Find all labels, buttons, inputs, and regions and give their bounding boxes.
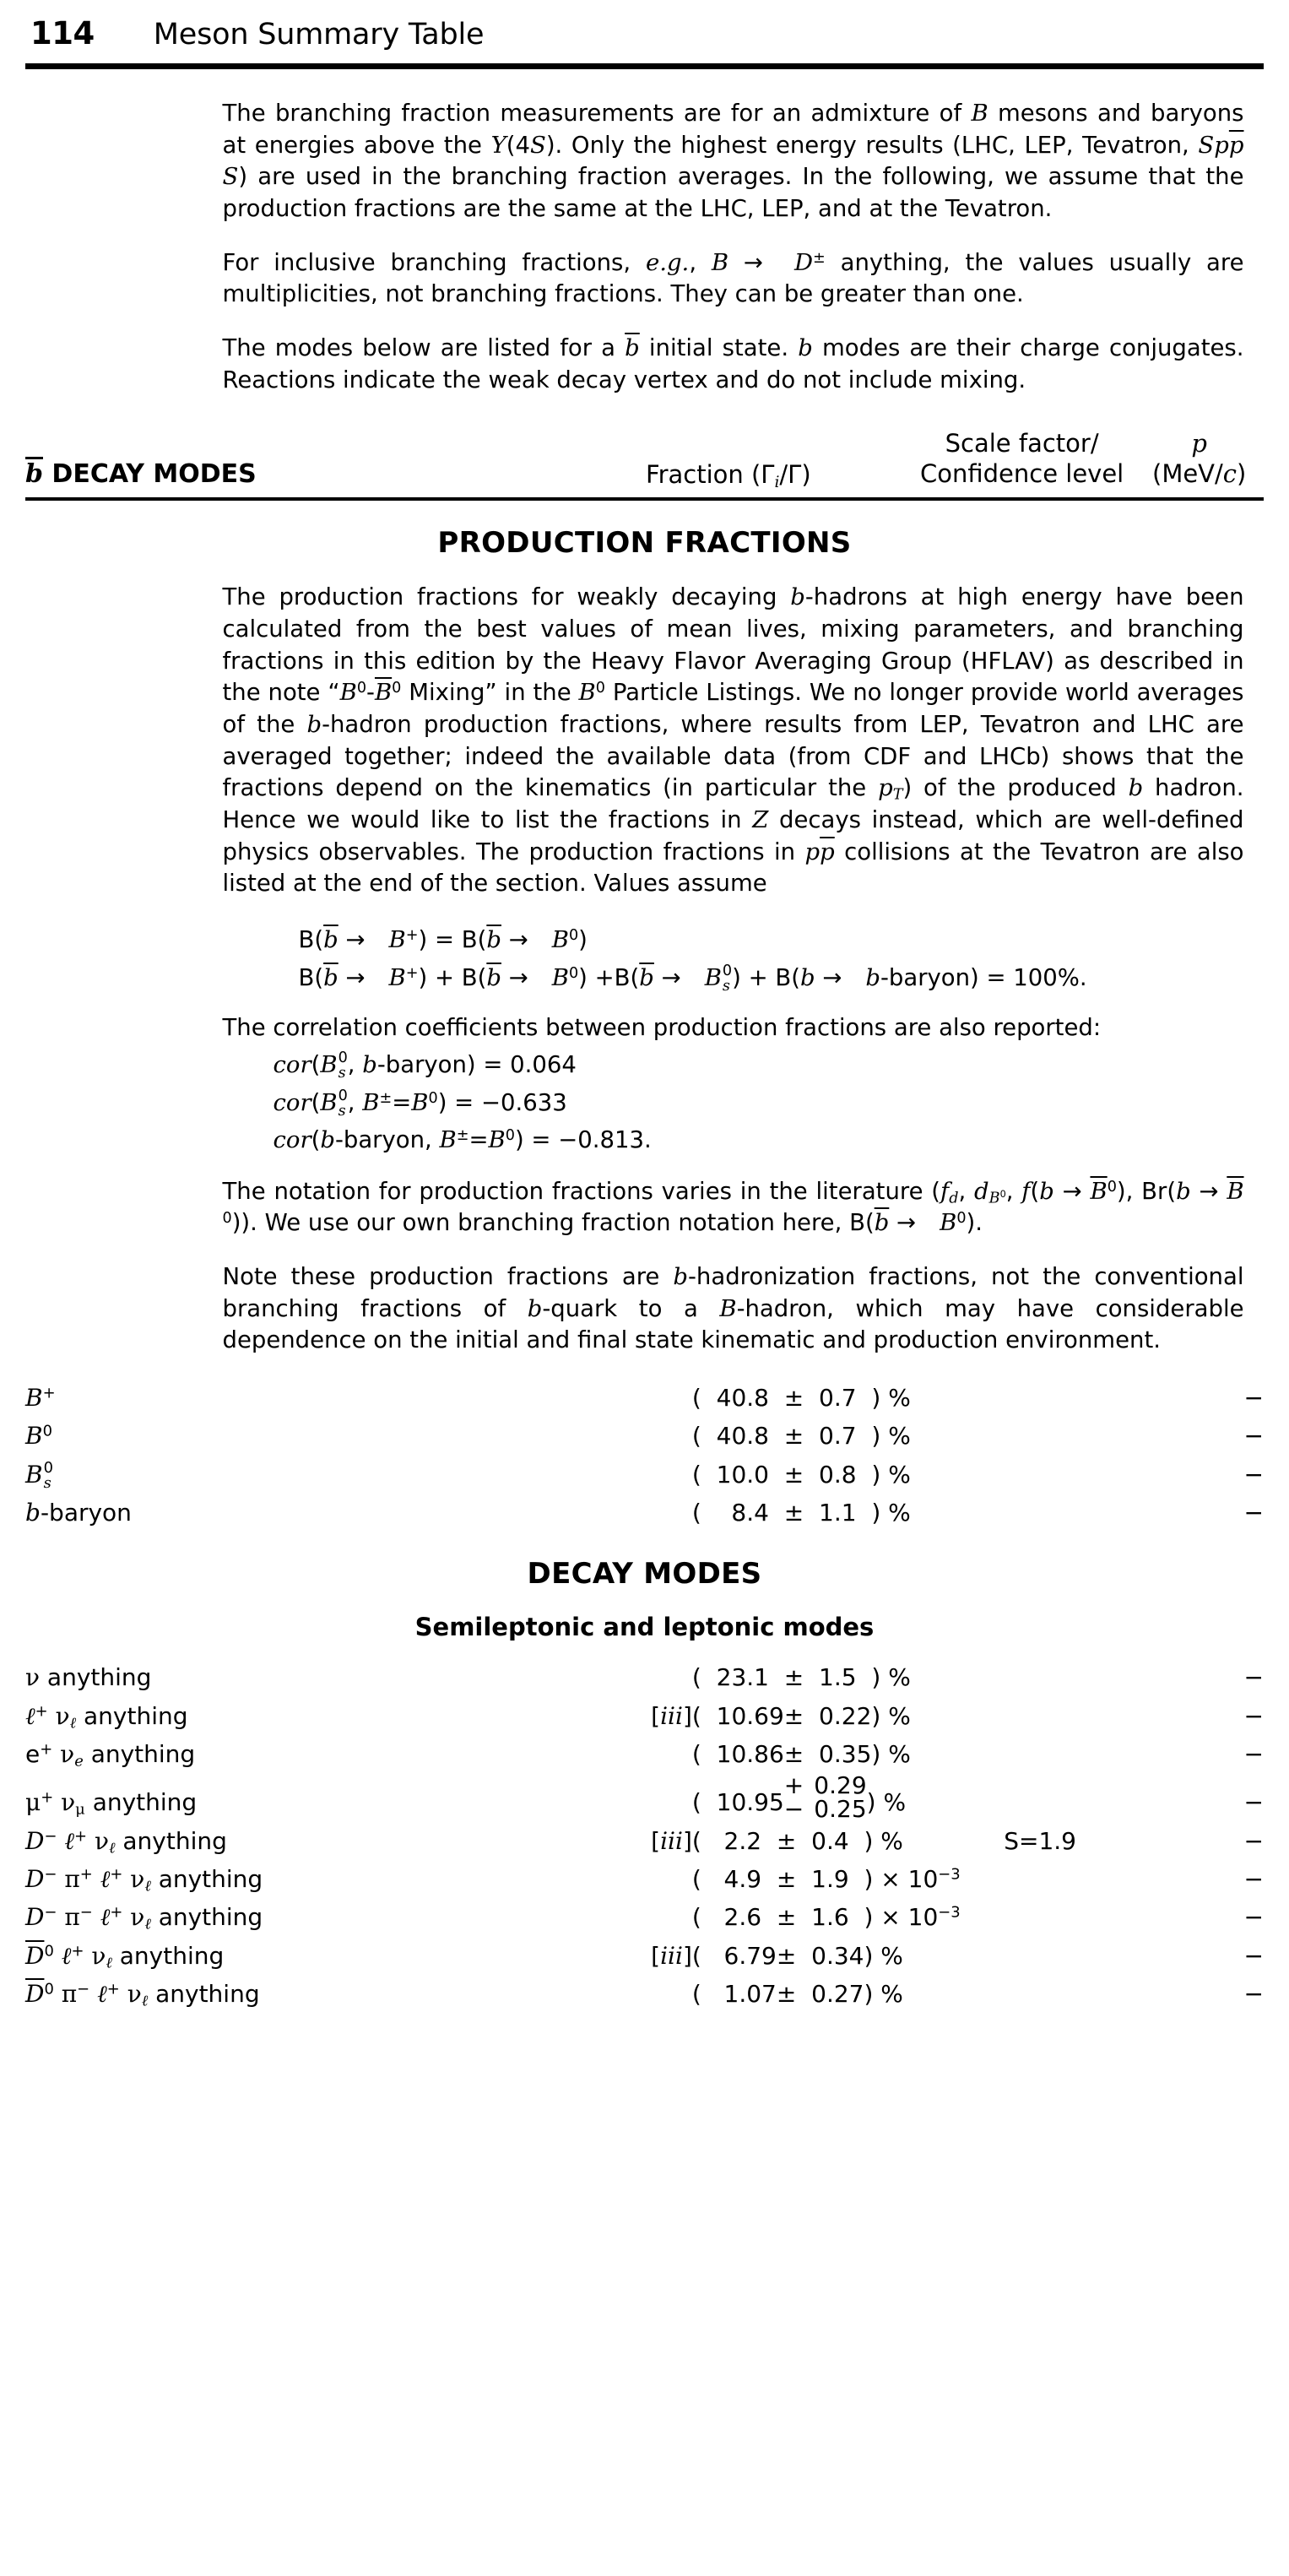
- p-cell: −: [1243, 1422, 1264, 1451]
- value-cell: ( 2.6 ± 1.6 ) × $10^{-3}$: [691, 1903, 961, 1932]
- running-head: [0, 0, 1289, 52]
- p-cell: −: [1243, 1663, 1264, 1692]
- page-number: 114: [30, 15, 95, 52]
- value-cell: ( 4.9 ± 1.9 ) × $10^{-3}$: [691, 1864, 961, 1893]
- value-cell: ( 23.1 ± 1.5 ) %: [691, 1663, 911, 1692]
- notation-paragraph: The notation for production fractions varies in the literature ($f_d$, $d_{B^0}$, $f(b \to \overline{B}^0)$, $Br(b \to \overline{B}^0)$). We use our own branching fraction notation here, $B(\overline{b} \to B^0)$.: [222, 1177, 1244, 1237]
- scale-cell: [1004, 1860, 1160, 1898]
- mode-cell: $\overline{D}^0$ π− ℓ+ $\nu_\ell$ anything: [25, 1980, 260, 2010]
- intro-paragraph-2: For inclusive branching fractions, e.g., B → D± anything, the values usually are multiplicities, not branching fractions. They can be greater than one.: [222, 248, 1244, 308]
- scale-cell: [1004, 1658, 1160, 1696]
- mode-cell: b-baryon: [25, 1499, 132, 1527]
- page-title: Meson Summary Table: [153, 18, 485, 52]
- equation-2: $B(\overline{b} \to B^+) + B(\overline{b} \to B^0) +B(\overline{b} \to B$ 0 s ) + B(b → b-baryon) = 100%.: [298, 962, 1087, 995]
- p-cell: −: [1243, 1941, 1264, 1970]
- scale-cell: [1004, 1417, 1160, 1455]
- table-row[interactable]: [25, 1937, 1264, 1975]
- ref-cell: [623, 1379, 692, 1417]
- mode-cell: $B^0$: [25, 1422, 52, 1451]
- production-fractions-text: [92, 582, 1244, 1357]
- header-rule: [25, 63, 1264, 69]
- table-row[interactable]: [25, 1697, 1264, 1735]
- production-fraction-equations: [223, 922, 1198, 995]
- p-line-1: p: [1191, 428, 1207, 458]
- ref-cell: [iii]: [651, 1826, 692, 1855]
- column-header-modes: $\overline{b}$ DECAY MODES: [25, 459, 257, 490]
- value-cell: ( 40.8 ± 0.7 ) %: [691, 1422, 911, 1451]
- table-row[interactable]: [25, 1898, 1264, 1936]
- scale-cell: [1004, 1735, 1160, 1773]
- production-fraction-table: [25, 1379, 1264, 1532]
- scale-cell: S=1.9: [1004, 1826, 1076, 1855]
- scale-cell: [1004, 1975, 1160, 2013]
- production-fractions-paragraph: The production fractions for weakly decaying b-hadrons at high energy have been calculated from the best values of mean lives, mixing parameters, and branching fractions in this edition by the Heavy Flavor Averaging Group (HFLAV) as described in the note “$B^0-\overline{B}^0$ Mixing” in the $B^0$ Particle Listings. We no longer provide world averages of the b-hadron production fractions, where results from LEP, Tevatron and LHC are averaged together; indeed the available data (from CDF and LHCb) shows that the fractions depend on the kinematics (in particular the $p_T$) of the produced b hadron. Hence we would like to list the fractions in Z decays instead, which are well-defined physics observables. The production fractions in $p\overline{p}$ collisions at the Tevatron are also listed at the end of the section. Values assume: [222, 583, 1244, 898]
- mode-cell: μ+ $\nu_\mu$ anything: [25, 1787, 198, 1819]
- table-row[interactable]: [25, 1774, 1264, 1822]
- correlation-3: cor(b-baryon, $B^\pm=B^0) = -0.813$.: [273, 1126, 652, 1154]
- value-cell: ( 10.69± 0.22) %: [691, 1701, 911, 1730]
- value-cell: ( 6.79± 0.34) %: [691, 1941, 903, 1970]
- correlation-1: cor(B 0 s , b-baryon) = 0.064: [273, 1049, 577, 1082]
- table-row[interactable]: [25, 1860, 1264, 1898]
- column-header-momentum: [1152, 428, 1246, 490]
- mode-cell: D− ℓ+ $\nu_\ell$ anything: [25, 1826, 227, 1857]
- ref-cell: [iii]: [651, 1941, 692, 1970]
- p-cell: −: [1243, 1826, 1264, 1855]
- mode-cell: ℓ+ $\nu_\ell$ anything: [25, 1701, 188, 1733]
- decay-modes-table: [25, 1658, 1264, 2013]
- mode-cell: $\overline{D}^0$ ℓ+ $\nu_\ell$ anything: [25, 1941, 225, 1972]
- ref-cell: [iii]: [651, 1701, 692, 1730]
- p-cell: −: [1243, 1384, 1264, 1413]
- scale-cell: [1004, 1697, 1160, 1735]
- scale-cell: [1004, 1494, 1160, 1532]
- table-row[interactable]: [25, 1494, 1264, 1532]
- table-header-rule: [25, 497, 1264, 501]
- value-cell: ( 10.0 ± 0.8 ) %: [691, 1460, 911, 1489]
- column-header-scale-factor: [920, 428, 1124, 490]
- p-cell: −: [1243, 1499, 1264, 1527]
- ref-cell: [623, 1658, 692, 1696]
- scale-line-1: Scale factor/: [945, 428, 1099, 458]
- scale-cell: [1004, 1456, 1160, 1494]
- column-header-fraction: Fraction $(\Gamma_i/\Gamma)$: [646, 460, 811, 492]
- value-cell: ( 40.8 ± 0.7 ) %: [691, 1384, 911, 1413]
- value-cell: ( 1.07± 0.27) %: [691, 1980, 903, 2009]
- table-row[interactable]: [25, 1735, 1264, 1773]
- scale-cell: [1004, 1898, 1160, 1936]
- value-cell: ( 8.4 ± 1.1 ) %: [691, 1499, 911, 1527]
- p-cell: −: [1243, 1864, 1264, 1893]
- p-cell: −: [1243, 1740, 1264, 1769]
- scale-cell: [1004, 1774, 1160, 1822]
- correlation-2: cor(B 0 s , $B^\pm=B^0) = -0.633$: [273, 1087, 567, 1120]
- intro-paragraph-3: The modes below are listed for a $\overline{b}$ initial state. b modes are their charge conjugates. Reactions indicate the weak decay vertex and do not include mixing.: [222, 334, 1244, 393]
- semileptonic-subheading: Semileptonic and leptonic modes: [414, 1613, 875, 1642]
- scale-cell: [1004, 1937, 1160, 1975]
- p-cell: −: [1243, 1903, 1264, 1932]
- ref-cell: [623, 1898, 692, 1936]
- mode-cell: ν anything: [25, 1663, 152, 1692]
- ref-cell: [623, 1975, 692, 2013]
- table-row[interactable]: [25, 1975, 1264, 2013]
- mode-cell: D− π+ ℓ+ $\nu_\ell$ anything: [25, 1864, 263, 1895]
- table-row[interactable]: [25, 1379, 1264, 1417]
- mode-cell: B+: [25, 1384, 56, 1413]
- ref-cell: [623, 1417, 692, 1455]
- table-row[interactable]: [25, 1822, 1264, 1860]
- mode-cell: e+ $\nu_e$ anything: [25, 1740, 196, 1771]
- ref-cell: [623, 1774, 692, 1822]
- scale-cell: [1004, 1379, 1160, 1417]
- hadronization-note-paragraph: Note these production fractions are b-hadronization fractions, not the conventional branching fractions of b-quark to a B-hadron, which may have considerable dependence on the initial and final state kinematic and production environment.: [222, 1263, 1244, 1354]
- table-row[interactable]: [25, 1417, 1264, 1455]
- ref-cell: [623, 1860, 692, 1898]
- p-cell: −: [1243, 1787, 1264, 1816]
- mode-cell: B 0 s: [25, 1458, 53, 1492]
- ref-cell: [623, 1494, 692, 1532]
- scale-line-2: Confidence level: [920, 459, 1124, 489]
- value-cell: ( 10.95 + 0.29 − 0.25 ) %: [691, 1771, 907, 1824]
- value-cell: ( 2.2 ± 0.4 ) %: [691, 1826, 903, 1855]
- equation-1: $B(\overline{b} \to B^+) = B(\overline{b} \to B^0)$: [298, 926, 588, 954]
- correlation-equations: [223, 1046, 1198, 1159]
- intro-paragraph-1: The branching fraction measurements are for an admixture of B mesons and baryons at energies above the Υ(4S). Only the highest energy results (LHC, LEP, Tevatron, $Sp\overline{p}S$) are used in the branching fraction averages. In the following, we assume that the production fractions are the same at the LHC, LEP, and at the Tevatron.: [222, 100, 1244, 223]
- intro-section: [92, 98, 1244, 396]
- table-row[interactable]: [25, 1658, 1264, 1696]
- production-fractions-heading: PRODUCTION FRACTIONS: [437, 526, 852, 561]
- p-cell: −: [1243, 1701, 1264, 1730]
- value-cell: ( 10.86± 0.35) %: [691, 1740, 911, 1769]
- ref-cell: [623, 1456, 692, 1494]
- p-line-2: (MeV/c): [1152, 459, 1247, 489]
- table-row[interactable]: [25, 1456, 1264, 1494]
- decay-modes-heading: DECAY MODES: [527, 1557, 762, 1592]
- p-cell: −: [1243, 1460, 1264, 1489]
- mode-cell: D− π− ℓ+ $\nu_\ell$ anything: [25, 1903, 263, 1933]
- table-column-header: [25, 418, 1264, 497]
- ref-cell: [623, 1735, 692, 1773]
- correlation-intro-paragraph: The correlation coefficients between production fractions are also reported:: [222, 1014, 1102, 1042]
- p-cell: −: [1243, 1980, 1264, 2009]
